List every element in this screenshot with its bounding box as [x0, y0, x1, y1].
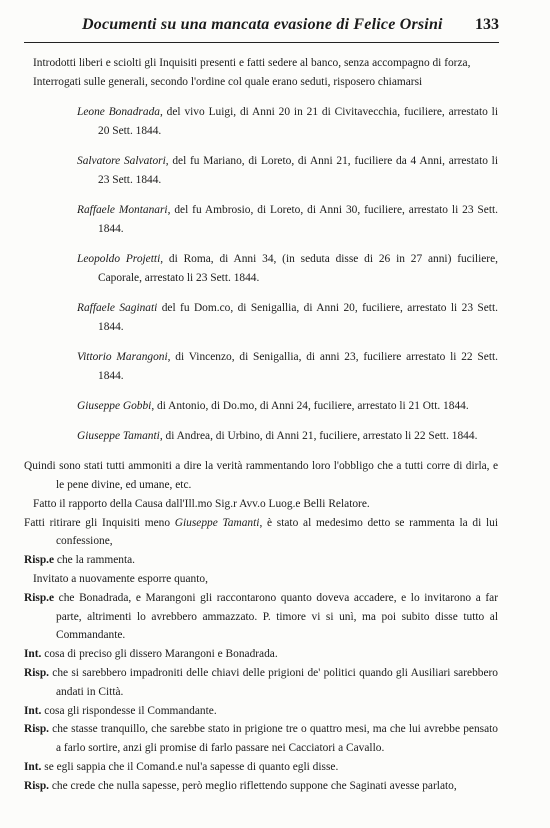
exchange-entry [24, 645, 498, 664]
exchange-label: Risp. [24, 667, 50, 680]
interrogation-exchanges [24, 551, 498, 795]
exchange-label: Risp.e [24, 591, 55, 604]
exchange-label: Int. [24, 704, 42, 717]
defendant-name: Giuseppe Tamanti [174, 516, 260, 529]
exchange-label: Int. [24, 648, 42, 661]
witness-details: , del fu Mariano, di Loreto, di Anni 21, fuciliere da 4 Anni, arrestato li 23 Sett. 1844. [98, 154, 498, 186]
exchange-entry [24, 777, 498, 796]
exchange-entry [24, 702, 498, 721]
witness-details: , di Andrea, di Urbino, di Anni 21, fuciliere, arrestato li 22 Sett. 1844. [159, 430, 478, 443]
witness-entry [77, 348, 498, 386]
witness-name: Giuseppe Tamanti [77, 430, 160, 443]
exchange-text: cosa di preciso gli dissero Marangoni e Bonadrada. [41, 648, 278, 661]
exchange-label: Risp.e [24, 554, 55, 567]
witness-entry [77, 250, 498, 288]
exchange-text: se egli sappia che il Comand.e nul'a sapesse di quanto egli disse. [41, 761, 339, 774]
witness-name: Giuseppe Gobbi [77, 399, 152, 412]
exchange-text: che Bonadrada, e Marangoni gli raccontarono quanto doveva accadere, e lo invitarono a far parte, altrimenti lo avrebbero ammazzato. P. timore vi si unì, ma poi subito disse tutto al Commandante. [54, 591, 498, 642]
witness-name: Raffaele Saginati [77, 301, 158, 314]
witness-entry [77, 152, 498, 190]
exchange-text: che crede che nulla sapesse, però meglio riflettendo suppone che Saginati avesse parlato, [49, 779, 457, 792]
exchange-text: che la rammenta. [54, 554, 136, 567]
report-paragraph: Fatto il rapporto della Causa dall'Ill.mo Sig.r Avv.o Luog.e Belli Relatore. [33, 497, 370, 510]
header-title: Documenti su una mancata evasione di Felice Orsini [82, 16, 443, 33]
page-number: 133 [475, 16, 499, 33]
withdrawal-paragraph [24, 514, 498, 552]
exchange-entry [24, 664, 498, 702]
exchange-text: cosa gli rispondesse il Commandante. [41, 704, 217, 717]
exchange-entry [24, 720, 498, 758]
witness-details: , di Roma, di Anni 34, (in seduta disse di 26 in 27 anni) fuciliere, Caporale, arrestato li 23 Sett. 1844. [98, 252, 498, 284]
witness-entry [77, 299, 498, 337]
witness-entry [77, 397, 498, 416]
witness-details: del fu Dom.co, di Senigallia, di Anni 20, fuciliere, arrestato li 23 Sett. 1844. [98, 301, 498, 333]
document-body [24, 54, 498, 796]
witness-name: Leone Bonadrada [77, 105, 160, 118]
exchange-entry [24, 570, 498, 589]
exchange-label: Int. [24, 761, 42, 774]
exchange-entry [24, 589, 498, 645]
intro-paragraph: Introdotti liberi e sciolti gli Inquisiti presenti e fatti sedere al banco, senza accompagno di forza, [33, 57, 471, 69]
withdrawal-text: Fatti ritirare gli Inquisiti meno [24, 516, 175, 529]
witness-details: , di Antonio, di Do.mo, di Anni 24, fuciliere, arrestato li 21 Ott. 1844. [151, 399, 469, 412]
exchange-label: Risp. [24, 779, 50, 792]
exchange-label: Risp. [24, 723, 50, 736]
exchange-entry [24, 551, 498, 570]
exchange-text: che stasse tranquillo, che sarebbe stato in prigione tre o quattro mesi, ma che lui avrebbe pensato a farlo sortire, anzi gli promise di farlo passare nei Cacciatori a Cavallo. [49, 723, 498, 755]
witness-list [24, 103, 498, 446]
exchange-text: Invitato a nuovamente esporre quanto, [33, 573, 208, 586]
witness-name: Vittorio Marangoni [77, 350, 168, 363]
witness-name: Leopoldo Projetti [77, 252, 161, 265]
witness-details: , di Vincenzo, di Senigallia, di anni 23, fuciliere arrestato li 22 Sett. 1844. [98, 350, 498, 382]
witness-entry [77, 201, 498, 239]
witness-entry [77, 427, 498, 446]
witness-name: Salvatore Salvatori [77, 154, 166, 167]
exchange-entry [24, 758, 498, 777]
witness-name: Raffaele Montanari [77, 203, 168, 216]
witness-details: , del vivo Luigi, di Anni 20 in 21 di Civitavecchia, fuciliere, arrestato li 20 Sett. 1844. [98, 105, 499, 137]
interrogation-paragraph: Interrogati sulle generali, secondo l'ordine col quale erano seduti, risposero chiamarsi [33, 75, 423, 88]
exchange-text: che si sarebbero impadroniti delle chiavi delle prigioni de' politici quando gli Ausiliari sarebbero andati in Città. [49, 667, 498, 698]
witness-entry [77, 103, 498, 141]
admonition-paragraph: Quindi sono stati tutti ammoniti a dire la verità rammentando loro l'obbligo che a tutti corre di dirla, e le pene divine, ed umane, etc. [24, 460, 498, 492]
running-header [24, 12, 499, 43]
withdrawal-text-end: , è stato al medesimo detto se rammenta la di lui confessione, [56, 516, 498, 548]
witness-details: , del fu Ambrosio, di Loreto, di Anni 30, fuciliere, arrestato li 23 Sett. 1844. [98, 203, 498, 235]
